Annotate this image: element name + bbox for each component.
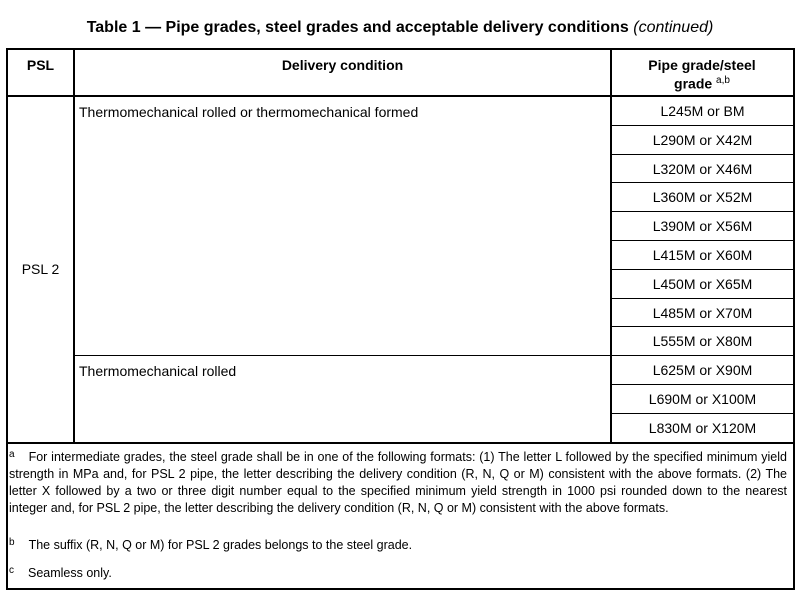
grade-row-divider bbox=[612, 269, 793, 270]
grade-row-divider bbox=[612, 298, 793, 299]
header-pipe-grade bbox=[634, 57, 770, 92]
grade-cell: L390M or X56M bbox=[652, 218, 753, 234]
grade-row-divider bbox=[612, 413, 793, 414]
footnote-c-text: Seamless only. bbox=[28, 566, 112, 580]
delivery-condition-2: Thermomechanical rolled bbox=[79, 363, 237, 379]
table-continued-note: (continued) bbox=[633, 19, 714, 36]
grade-row-divider bbox=[612, 154, 793, 155]
grade-cell: L625M or X90M bbox=[652, 362, 753, 378]
delivery-condition-1: Thermomechanical rolled or thermomechanical formed bbox=[79, 104, 419, 120]
footnote-a-text: For intermediate grades, the steel grade shall be in one of the following formats: (1) The letter L followed by the specified minimum yield strength in MPa and, for PSL 2 pipe, the letter describing the delivery condition (R, N, Q or M) consistent with the above formats. (2) The letter X followed by a two or three digit number equal to the specified minimum yield strength in 1000 psi rounded down to the nearest integer and, for PSL 2 pipe, the letter describing the delivery condition (R, N, Q or M) consistent with the above formats. bbox=[9, 450, 787, 515]
grade-cell: L320M or X46M bbox=[652, 161, 753, 177]
header-delivery-condition: Delivery condition bbox=[281, 57, 404, 73]
footnote-a bbox=[9, 449, 787, 517]
grade-cell: L450M or X65M bbox=[652, 276, 753, 292]
grade-row-divider bbox=[612, 240, 793, 241]
grade-cell: L830M or X120M bbox=[648, 420, 757, 436]
grade-cell: L555M or X80M bbox=[652, 333, 753, 349]
header-psl: PSL bbox=[26, 57, 55, 73]
footnote-a-mark: a bbox=[9, 449, 15, 460]
grade-row-divider bbox=[612, 211, 793, 212]
grade-cell: L690M or X100M bbox=[648, 391, 757, 407]
header-pipe-grade-footnote-ref: a,b bbox=[716, 75, 730, 86]
footnote-b-text: The suffix (R, N, Q or M) for PSL 2 grades belongs to the steel grade. bbox=[28, 538, 413, 552]
footnote-b-mark: b bbox=[9, 537, 15, 548]
table-border-top bbox=[6, 48, 795, 50]
footnote-b bbox=[9, 537, 787, 554]
grade-row-divider bbox=[612, 384, 793, 385]
table-title: Table 1 — Pipe grades, steel grades and acceptable delivery conditions bbox=[86, 19, 629, 36]
grade-cell: L245M or BM bbox=[660, 103, 745, 119]
grade-row-divider bbox=[612, 355, 793, 356]
grade-cell: L290M or X42M bbox=[652, 132, 753, 148]
grade-cell: L360M or X52M bbox=[652, 189, 753, 205]
grade-row-divider bbox=[612, 182, 793, 183]
header-pipe-grade-label: Pipe grade/steel grade bbox=[648, 57, 756, 92]
table-caption bbox=[0, 18, 800, 40]
grade-cell: L485M or X70M bbox=[652, 305, 753, 321]
group-divider bbox=[74, 355, 611, 356]
psl-value: PSL 2 bbox=[21, 261, 60, 277]
table-border-right bbox=[793, 48, 795, 590]
grade-row-divider bbox=[612, 326, 793, 327]
grade-cell: L415M or X60M bbox=[652, 247, 753, 263]
grade-row-divider bbox=[612, 125, 793, 126]
footnote-c-mark: c bbox=[9, 565, 14, 576]
grades-table bbox=[6, 48, 795, 590]
column-divider-psl bbox=[73, 48, 75, 444]
footnote-c bbox=[9, 565, 787, 582]
table-border-left bbox=[6, 48, 8, 590]
header-divider bbox=[6, 95, 795, 97]
table-border-bottom bbox=[6, 588, 795, 590]
footnote-divider bbox=[6, 442, 795, 444]
